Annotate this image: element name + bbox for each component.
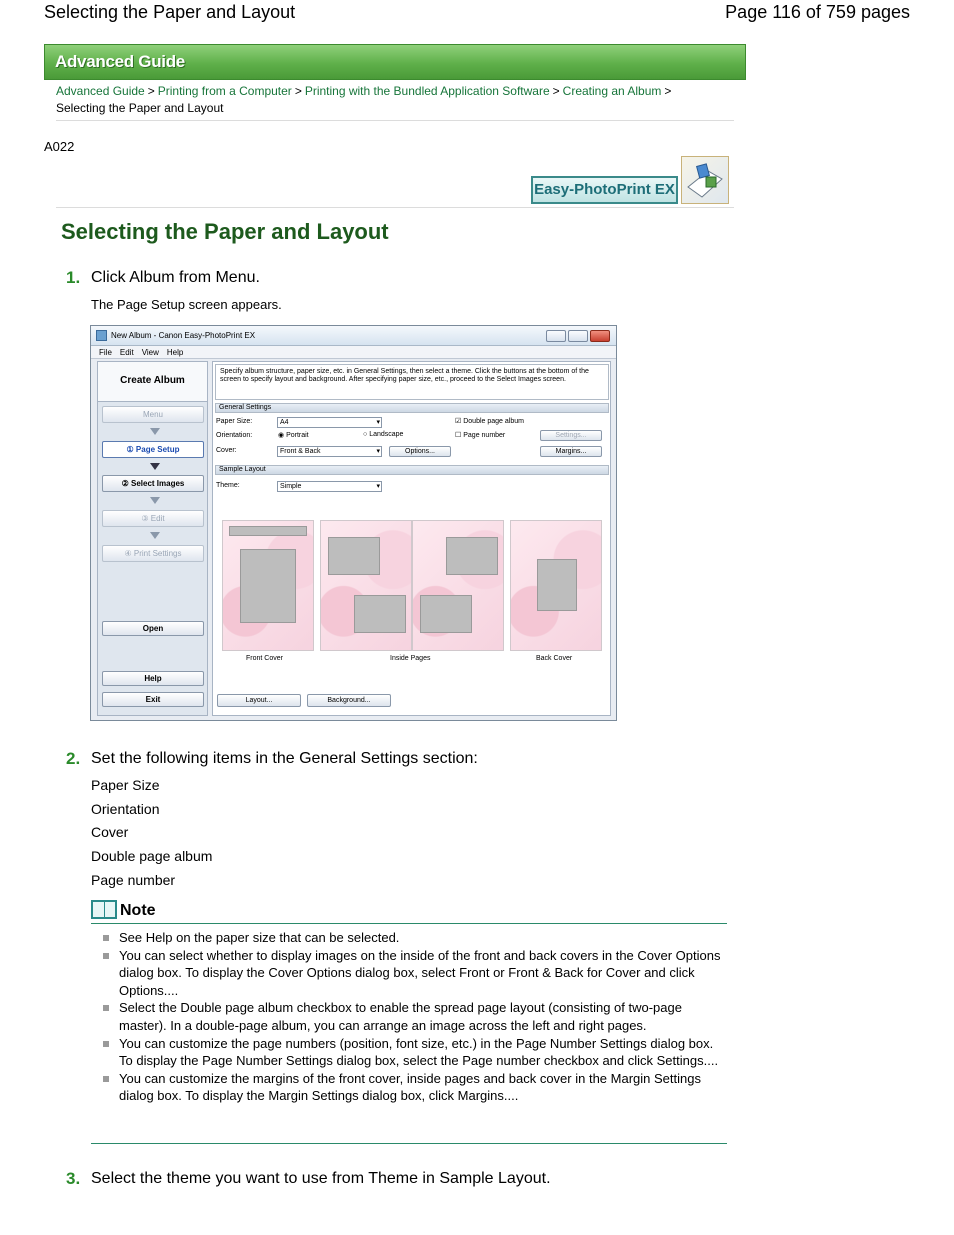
landscape-label: Landscape [369,431,404,438]
divider [56,207,734,208]
document-code: A022 [44,139,75,154]
paper-size-label: Paper Size: [216,418,253,425]
general-settings-header: General Settings [215,403,609,413]
breadcrumb-separator: > [294,84,302,98]
note-item: See Help on the paper size that can be selected. [103,929,721,947]
note-list [103,929,721,1105]
orientation-label: Orientation: [216,432,253,439]
double-page-checkbox[interactable]: ☑ Double page album [455,418,524,425]
menu-file[interactable]: File [99,348,112,357]
easy-photoprint-logo: Easy-PhotoPrint EX [531,176,678,204]
breadcrumb-separator: > [664,84,672,98]
back-cover-preview[interactable] [510,520,602,651]
inside-pages-caption: Inside Pages [390,655,431,662]
advanced-guide-banner [44,44,746,80]
breadcrumb-link-printing-from-computer[interactable]: Printing from a Computer [157,84,292,98]
settings-item: Cover [91,824,129,840]
step-text: Select the theme you want to use from Theme in Sample Layout. [91,1170,551,1187]
note-item: You can customize the margins of the front cover, inside pages and back cover in the Margin Settings dialog box. To display the Margin Settings dialog box, click Margins.... [103,1070,721,1105]
step-text: Click Album from Menu. [91,269,260,286]
header-title: Selecting the Paper and Layout [44,2,296,22]
image-placeholder [537,559,577,611]
sample-layout-header: Sample Layout [215,465,609,475]
page-number-checkbox[interactable]: ☐ Page number [455,432,506,439]
image-placeholder [354,595,406,633]
paper-size-select[interactable]: A4 ▾ [277,417,382,428]
window-titlebar [91,326,616,346]
note-label: Note [120,902,156,919]
menu-view[interactable]: View [141,348,159,357]
breadcrumb-separator: > [552,84,560,98]
menubar [91,346,616,359]
layout-button[interactable]: Layout... [217,694,301,707]
background-button[interactable]: Background... [307,694,391,707]
breadcrumb-link-advanced-guide[interactable]: Advanced Guide [56,84,145,98]
easy-photoprint-app-icon [681,156,729,204]
step-description: The Page Setup screen appears. [91,297,282,312]
note-item: You can customize the page numbers (position, font size, etc.) in the Page Number Settings dialog box. To display the Page Number Settings dialog box, select the Page number checkbox and click Settings.... [103,1035,721,1070]
page-number-label: Page number [463,432,506,439]
portrait-radio[interactable]: ◉ Portrait [278,432,309,439]
note-header [91,898,727,924]
inside-page-left-preview[interactable] [320,520,412,651]
page-info: Page 116 of 759 pages [725,2,910,22]
print-settings-step[interactable]: ④ Print Settings [102,545,204,562]
info-text: Specify album structure, paper size, etc. in General Settings, then select a theme. Click the buttons at the bottom of the screen to specify layout and background. After specifying paper size, etc., proceed to the Select Images screen. [215,364,609,400]
page-setup-screenshot [90,325,617,721]
inside-page-right-preview[interactable] [412,520,504,651]
page-title: Selecting the Paper and Layout [61,219,389,244]
theme-label: Theme: [216,482,240,489]
arrow-down-icon [150,428,160,435]
margins-button[interactable]: Margins... [540,446,602,457]
create-album-heading: Create Album [98,362,207,402]
arrow-down-icon [150,497,160,504]
front-cover-preview[interactable] [222,520,314,651]
arrow-down-icon [150,463,160,470]
minimize-icon[interactable] [546,330,566,342]
back-cover-caption: Back Cover [536,655,573,662]
settings-item: Page number [91,872,176,888]
open-button[interactable]: Open [102,621,204,636]
cover-label: Cover: [216,447,237,454]
window-title: New Album - Canon Easy-PhotoPrint EX [111,331,256,340]
menu-edit[interactable]: Edit [119,348,134,357]
maximize-icon[interactable] [568,330,588,342]
image-placeholder [240,549,296,623]
exit-button[interactable]: Exit [102,692,204,707]
breadcrumb-current: Selecting the Paper and Layout [56,101,224,115]
image-placeholder [420,595,472,633]
app-icon [96,330,107,341]
image-placeholder [328,537,380,575]
settings-item: Orientation [91,801,160,817]
image-placeholder [446,537,498,575]
step-number: 1. [66,268,81,287]
note-item: You can select whether to display images on the inside of the front and back covers in the Cover Options dialog box. To display the Cover Options dialog box, select Front or Front & Back for Cover and click Options.... [103,947,721,1000]
breadcrumb-separator: > [147,84,155,98]
note-book-icon [91,900,117,919]
left-pane [97,361,208,716]
right-pane [212,361,611,716]
theme-select[interactable]: Simple ▾ [277,481,382,492]
breadcrumb [56,83,736,117]
help-button[interactable]: Help [102,671,204,686]
edit-step[interactable]: ③ Edit [102,510,204,527]
settings-item: Paper Size [91,777,160,793]
title-placeholder [229,526,307,536]
step-text: Set the following items in the General Settings section: [91,750,478,767]
select-images-step[interactable]: ② Select Images [102,475,204,492]
breadcrumb-link-bundled-software[interactable]: Printing with the Bundled Application Software [304,84,550,98]
divider [56,120,734,121]
landscape-radio[interactable]: ○ Landscape [363,431,404,438]
close-icon[interactable] [590,330,610,342]
note-item: Select the Double page album checkbox to enable the spread page layout (consisting of two-page master). In a double-page album, you can arrange an image across the left and right pages. [103,999,721,1034]
double-page-label: Double page album [463,418,524,425]
page-header [0,0,954,28]
options-button[interactable]: Options... [389,446,451,457]
front-cover-caption: Front Cover [246,655,283,662]
banner-label: Advanced Guide [55,52,185,71]
menu-help[interactable]: Help [166,348,184,357]
settings-item: Double page album [91,848,213,864]
step-number: 3. [66,1169,81,1188]
cover-select[interactable]: Front & Back ▾ [277,446,382,457]
page-setup-step[interactable]: ① Page Setup [102,441,204,458]
menu-button[interactable]: Menu [102,406,204,423]
breadcrumb-link-creating-album[interactable]: Creating an Album [562,84,662,98]
portrait-label: Portrait [286,432,309,439]
settings-button[interactable]: Settings... [540,430,602,441]
note-divider [91,1143,727,1144]
arrow-down-icon [150,532,160,539]
step-number: 2. [66,749,81,768]
